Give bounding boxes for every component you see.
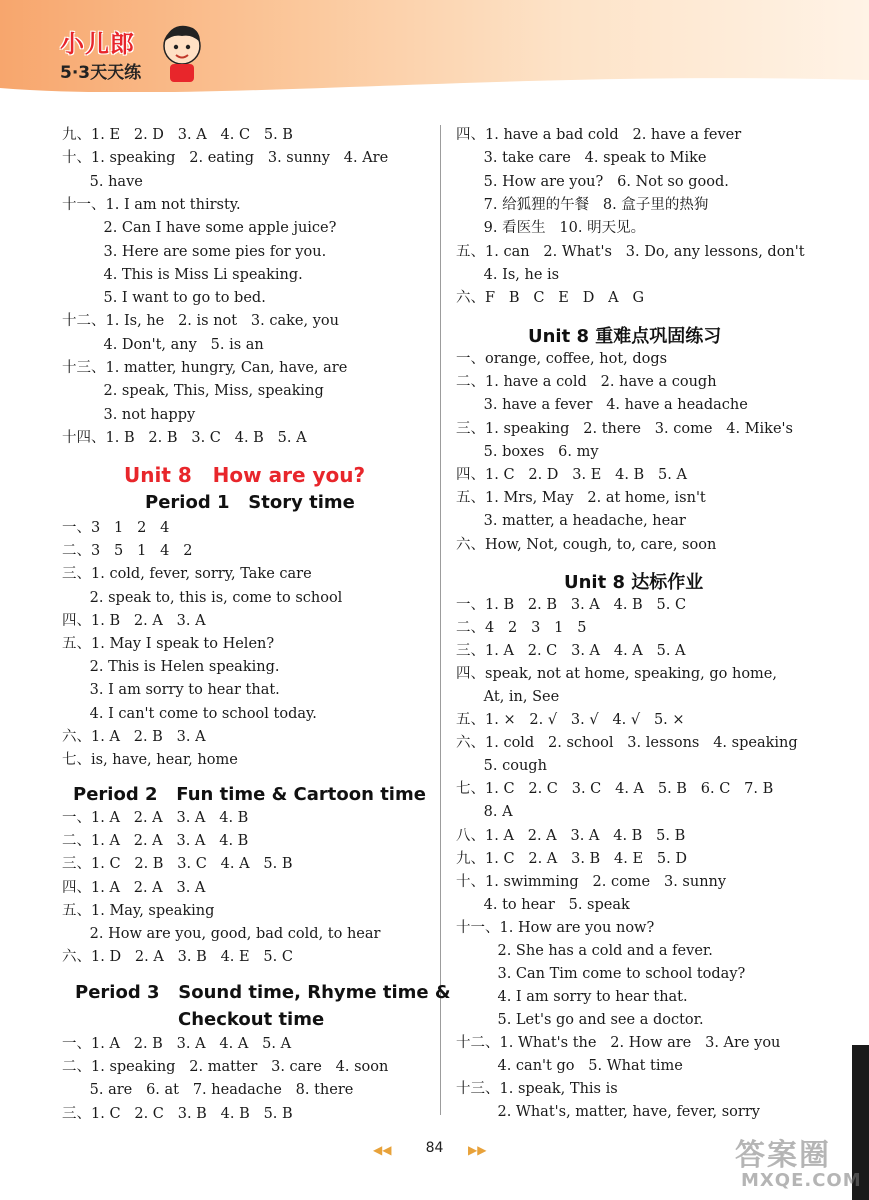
answer-line: 9. 看医生 10. 明天见。: [456, 220, 646, 237]
answer-line: 九、1. E 2. D 3. A 4. C 5. B: [62, 127, 293, 143]
answer-line: 2. What's, matter, have, fever, sorry: [456, 1104, 760, 1121]
answer-line: 十一、1. How are you now?: [456, 919, 655, 936]
logo-title: 小儿郎: [60, 30, 135, 58]
answer-line: 十三、1. speak, This is: [456, 1081, 618, 1098]
answer-line: 二、3 5 1 4 2: [62, 543, 193, 560]
answer-line: 十三、1. matter, hungry, Can, have, are: [62, 360, 348, 376]
answer-line: 五、1. × 2. √ 3. √ 4. √ 5. ×: [456, 712, 685, 729]
answer-line: 二、1. have a cold 2. have a cough: [456, 374, 717, 391]
answer-line: 2. speak, This, Miss, speaking: [62, 383, 324, 400]
answer-line: 3. matter, a headache, hear: [456, 513, 686, 530]
answer-line: 五、1. May, speaking: [62, 902, 215, 919]
answer-line: At, in, See: [456, 689, 560, 706]
answer-line: 4. I can't come to school today.: [62, 705, 317, 722]
page-number: 84: [425, 1140, 444, 1156]
page-arrows-right-icon: ▶▶: [468, 1143, 487, 1157]
answer-line: 5. Let's go and see a doctor.: [456, 1011, 704, 1028]
answer-line: 六、1. D 2. A 3. B 4. E 5. C: [62, 949, 293, 966]
answer-line: 六、1. cold 2. school 3. lessons 4. speaking: [456, 735, 798, 752]
answer-line: 4. Is, he is: [456, 266, 560, 283]
answer-line: 3. not happy: [62, 406, 196, 423]
answer-line: 二、4 2 3 1 5: [456, 620, 587, 637]
answer-line: 5. have: [62, 173, 143, 190]
answer-line: 十、1. speaking 2. eating 3. sunny 4. Are: [62, 150, 389, 167]
answer-line: 二、1. A 2. A 3. A 4. B: [62, 833, 249, 850]
answer-line: 5. cough: [456, 758, 547, 775]
answer-line: 七、1. C 2. C 3. C 4. A 5. B 6. C 7. B: [456, 781, 774, 798]
answer-line: 3. Can Tim come to school today?: [456, 965, 746, 982]
answer-line: 三、1. C 2. C 3. B 4. B 5. B: [62, 1105, 293, 1122]
answer-line: 六、How, Not, cough, to, care, soon: [456, 536, 717, 553]
answer-line: 一、1. A 2. A 3. A 4. B: [62, 810, 249, 826]
answer-line: 3. I am sorry to hear that.: [62, 682, 280, 699]
period3-title-line2: Checkout time: [178, 1009, 325, 1030]
answer-line: 九、1. C 2. A 3. B 4. E 5. D: [456, 850, 687, 867]
answer-line: 4. to hear 5. speak: [456, 896, 630, 913]
answer-line: 五、1. can 2. What's 3. Do, any lessons, don't: [456, 243, 805, 260]
answer-line: 四、1. C 2. D 3. E 4. B 5. A: [456, 467, 687, 483]
answer-line: 4. This is Miss Li speaking.: [62, 266, 303, 283]
answer-line: 4. can't go 5. What time: [456, 1058, 683, 1074]
answer-line: 一、1. B 2. B 3. A 4. B 5. C: [456, 597, 687, 613]
answer-line: 十二、1. What's the 2. How are 3. Are you: [456, 1034, 781, 1051]
answer-line: 3. Here are some pies for you.: [62, 243, 327, 260]
answer-line: 5. boxes 6. my: [456, 443, 599, 460]
answer-line: 三、1. A 2. C 3. A 4. A 5. A: [456, 643, 686, 660]
answer-line: 4. Don't, any 5. is an: [62, 336, 264, 353]
watermark-text: 答案圈: [735, 1138, 831, 1173]
answer-line: 三、1. speaking 2. there 3. come 4. Mike's: [456, 420, 793, 437]
answer-line: 5. I want to go to bed.: [62, 290, 266, 307]
mascot-icon: [156, 20, 206, 84]
answer-line: 十二、1. Is, he 2. is not 3. cake, you: [62, 313, 339, 330]
answer-line: 2. How are you, good, bad cold, to hear: [62, 926, 381, 942]
answer-line: 3. take care 4. speak to Mike: [456, 150, 707, 167]
answer-line: 四、1. B 2. A 3. A: [62, 612, 206, 629]
answer-line: 十四、1. B 2. B 3. C 4. B 5. A: [62, 429, 307, 446]
answer-line: 二、1. speaking 2. matter 3. care 4. soon: [62, 1059, 389, 1076]
answer-line: 2. speak to, this is, come to school: [62, 589, 343, 606]
answer-line: 5. How are you? 6. Not so good.: [456, 173, 729, 190]
answer-line: 六、1. A 2. B 3. A: [62, 728, 206, 745]
answer-line: 2. Can I have some apple juice?: [62, 220, 337, 237]
standard-homework-title: Unit 8 达标作业: [564, 572, 704, 593]
answer-line: 五、1. Mrs, May 2. at home, isn't: [456, 490, 706, 507]
answer-line: 五、1. May I speak to Helen?: [62, 636, 275, 652]
period2-title: Period 2 Fun time & Cartoon time: [73, 784, 426, 805]
answer-line: 八、1. A 2. A 3. A 4. B 5. B: [456, 827, 686, 844]
answer-line: 4. I am sorry to hear that.: [456, 988, 688, 1005]
answer-line: 三、1. cold, fever, sorry, Take care: [62, 566, 312, 583]
answer-line: 四、speak, not at home, speaking, go home,: [456, 666, 777, 683]
answer-line: 5. are 6. at 7. headache 8. there: [62, 1082, 354, 1099]
watermark-url: MXQE.COM: [741, 1170, 862, 1191]
answer-line: 7. 给狐狸的午餐 8. 盒子里的热狗: [456, 196, 709, 213]
unit-title: Unit 8 How are you?: [124, 463, 366, 487]
brand-logo: [56, 20, 206, 90]
review-section-title: Unit 8 重难点巩固练习: [528, 326, 722, 347]
logo-subtitle: 5·3天天练: [60, 63, 142, 83]
answer-line: 一、3 1 2 4: [62, 520, 170, 536]
column-divider: [440, 125, 441, 1115]
answer-line: 三、1. C 2. B 3. C 4. A 5. B: [62, 856, 293, 873]
answer-line: 2. This is Helen speaking.: [62, 659, 280, 676]
period3-title-line1: Period 3 Sound time, Rhyme time &: [75, 982, 451, 1003]
answer-line: 十、1. swimming 2. come 3. sunny: [456, 873, 727, 890]
answer-line: 七、is, have, hear, home: [62, 752, 238, 768]
answer-line: 十一、1. I am not thirsty.: [62, 196, 241, 213]
answer-line: 一、orange, coffee, hot, dogs: [456, 351, 668, 367]
answer-line: 一、1. A 2. B 3. A 4. A 5. A: [62, 1036, 292, 1052]
answer-line: 四、1. A 2. A 3. A: [62, 879, 206, 896]
watermark: [735, 1130, 860, 1196]
period1-title: Period 1 Story time: [145, 492, 355, 513]
answer-line: 六、F B C E D A G: [456, 290, 645, 307]
page-arrows-left-icon: ◀◀: [373, 1143, 392, 1157]
answer-line: 2. She has a cold and a fever.: [456, 942, 713, 959]
answer-line: 3. have a fever 4. have a headache: [456, 397, 748, 414]
answer-line: 8. A: [456, 804, 513, 821]
answer-line: 四、1. have a bad cold 2. have a fever: [456, 127, 742, 143]
